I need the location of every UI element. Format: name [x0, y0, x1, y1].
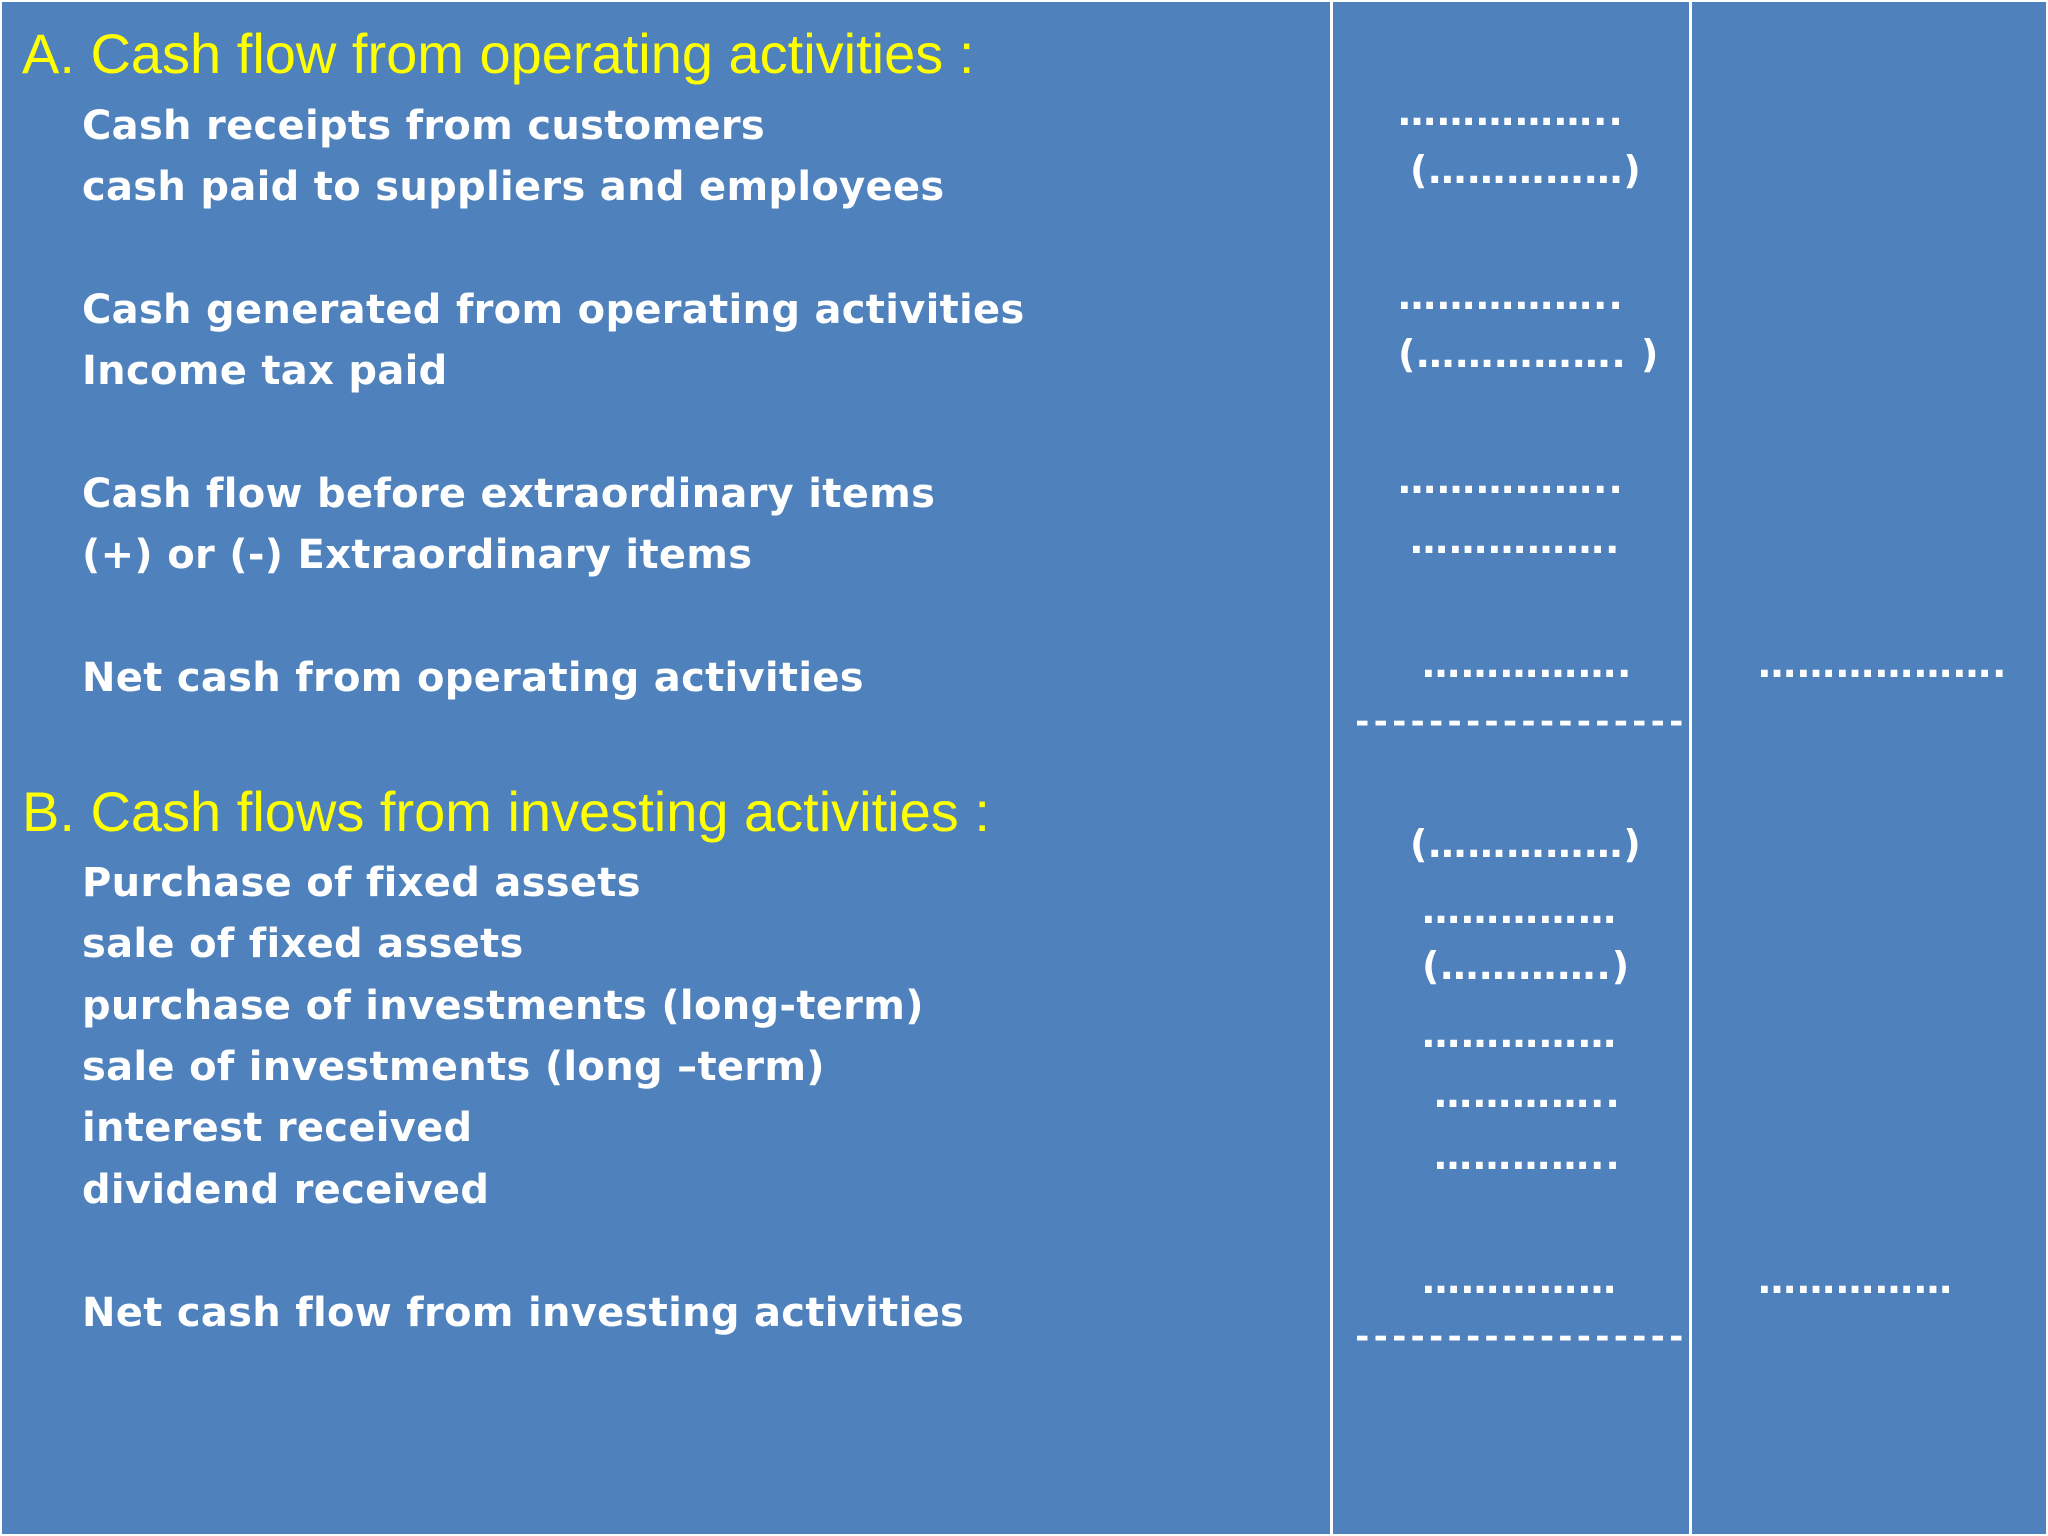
amount-net-investing: …………… [1422, 1258, 1617, 1302]
amount-net-operating: ……………. [1422, 642, 1633, 686]
amount-interest-received: ………….. [1434, 1072, 1621, 1116]
line-item-cash-before-extraordinary: Cash flow before extraordinary items [82, 471, 936, 517]
line-item-sale-investments: sale of investments (long –term) [82, 1044, 825, 1090]
line-item-purchase-fixed-assets: Purchase of fixed assets [82, 860, 641, 906]
amount-purchase-investments: (………….) [1422, 944, 1631, 988]
total-net-operating: ………………. [1758, 642, 2008, 686]
amount-dividend-received: ………….. [1434, 1134, 1621, 1178]
section-a-heading: A. Cash flow from operating activities : [22, 22, 975, 85]
line-item-cash-receipts: Cash receipts from customers [82, 103, 766, 149]
total-net-investing: …………… [1758, 1258, 1953, 1302]
line-item-net-investing: Net cash flow from investing activities [82, 1290, 965, 1336]
subtotal-rule-operating: ------------------ [1352, 702, 1685, 742]
line-item-extraordinary: (+) or (-) Extraordinary items [82, 532, 753, 578]
amount-sale-investments: …………… [1422, 1012, 1617, 1056]
amount-cash-receipts: …………….. [1398, 90, 1624, 134]
line-item-interest-received: interest received [82, 1105, 473, 1151]
line-item-net-operating: Net cash from operating activities [82, 655, 864, 701]
line-item-dividend-received: dividend received [82, 1167, 490, 1213]
amount-sale-fixed-assets: …………… [1422, 888, 1617, 932]
line-item-cash-generated: Cash generated from operating activities [82, 287, 1025, 333]
amount-cash-generated: …………….. [1398, 274, 1624, 318]
line-item-cash-paid: cash paid to suppliers and employees [82, 164, 945, 210]
amount-extraordinary: ……………. [1410, 518, 1621, 562]
line-item-purchase-investments: purchase of investments (long-term) [82, 983, 924, 1029]
column-divider-right [1689, 2, 1692, 1536]
column-divider-left [1330, 2, 1333, 1536]
amount-cash-before-extraordinary: …………….. [1398, 458, 1624, 502]
line-item-income-tax: Income tax paid [82, 348, 448, 394]
subtotal-rule-investing: ------------------ [1352, 1317, 1685, 1357]
amount-cash-paid: (……………) [1410, 148, 1642, 192]
amount-income-tax: (……………. ) [1398, 332, 1660, 376]
section-b-heading: B. Cash flows from investing activities : [22, 780, 990, 843]
amount-purchase-fixed-assets: (……………) [1410, 822, 1642, 866]
line-item-sale-fixed-assets: sale of fixed assets [82, 921, 524, 967]
